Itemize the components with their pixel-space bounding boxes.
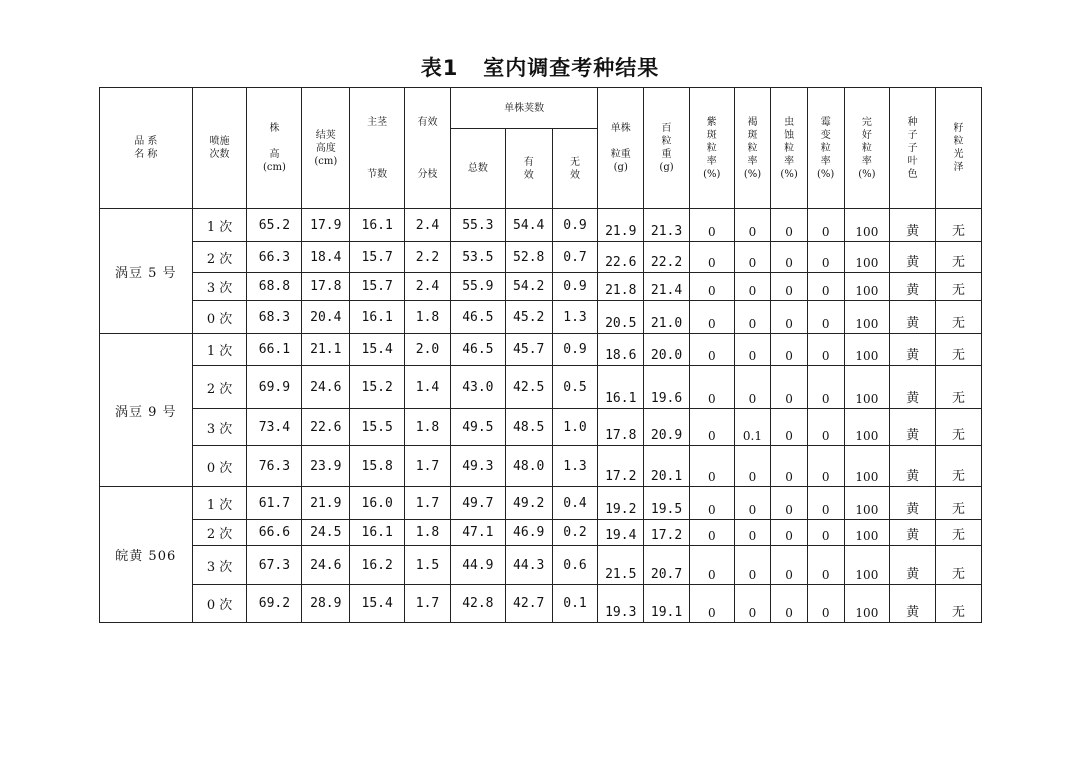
cell-mold-rate: 0 bbox=[807, 334, 844, 366]
cell-plant-height: 68.3 bbox=[247, 301, 302, 334]
cell-insect-damage-rate: 0 bbox=[771, 366, 808, 409]
cell-seed-weight: 21.9 bbox=[598, 209, 644, 242]
cell-pods-invalid: 0.5 bbox=[552, 366, 598, 409]
cell-pods-total: 49.3 bbox=[450, 446, 505, 487]
cell-pod-height: 22.6 bbox=[302, 409, 350, 446]
cell-pods-total: 42.8 bbox=[450, 585, 505, 623]
cell-intact-rate: 100 bbox=[844, 520, 890, 546]
cell-spray-times: 2 次 bbox=[192, 520, 247, 546]
cell-cotyledon-color: 黄 bbox=[890, 301, 936, 334]
cell-pod-height: 21.9 bbox=[302, 487, 350, 520]
cell-insect-damage-rate: 0 bbox=[771, 520, 808, 546]
cell-pods-total: 46.5 bbox=[450, 334, 505, 366]
cell-seed-gloss: 无 bbox=[936, 546, 982, 585]
table-row bbox=[100, 546, 982, 585]
cell-cotyledon-color: 黄 bbox=[890, 334, 936, 366]
cell-intact-rate: 100 bbox=[844, 301, 890, 334]
cell-seed-gloss: 无 bbox=[936, 366, 982, 409]
cell-cotyledon-color: 黄 bbox=[890, 242, 936, 273]
cell-effective-branches: 1.5 bbox=[405, 546, 451, 585]
cell-insect-damage-rate: 0 bbox=[771, 585, 808, 623]
cell-purple-spot-rate: 0 bbox=[689, 242, 734, 273]
cell-seed-weight: 16.1 bbox=[598, 366, 644, 409]
cell-plant-height: 76.3 bbox=[247, 446, 302, 487]
cell-main-stem-nodes: 16.1 bbox=[350, 301, 405, 334]
cell-intact-rate: 100 bbox=[844, 334, 890, 366]
variety-name: 涡豆 9 号 bbox=[100, 334, 193, 487]
cell-pod-height: 23.9 bbox=[302, 446, 350, 487]
cell-pods-valid: 44.3 bbox=[505, 546, 552, 585]
cell-insect-damage-rate: 0 bbox=[771, 209, 808, 242]
header-effective-branches: 有效 分枝 bbox=[405, 88, 451, 209]
cell-brown-spot-rate: 0 bbox=[734, 242, 771, 273]
cell-pods-valid: 42.5 bbox=[505, 366, 552, 409]
cell-purple-spot-rate: 0 bbox=[689, 585, 734, 623]
table-row bbox=[100, 334, 982, 366]
cell-effective-branches: 1.7 bbox=[405, 487, 451, 520]
table-row bbox=[100, 242, 982, 273]
cell-intact-rate: 100 bbox=[844, 209, 890, 242]
cell-hundred-seed-weight: 21.0 bbox=[644, 301, 690, 334]
cell-plant-height: 69.9 bbox=[247, 366, 302, 409]
cell-hundred-seed-weight: 20.9 bbox=[644, 409, 690, 446]
cell-effective-branches: 2.4 bbox=[405, 273, 451, 301]
header-main-stem-nodes: 主茎 节数 bbox=[350, 88, 405, 209]
header-insect-damage-rate: 虫 蚀 粒 率 (%) bbox=[771, 88, 808, 209]
cell-seed-gloss: 无 bbox=[936, 242, 982, 273]
cell-pods-valid: 45.7 bbox=[505, 334, 552, 366]
cell-spray-times: 0 次 bbox=[192, 585, 247, 623]
cell-main-stem-nodes: 15.5 bbox=[350, 409, 405, 446]
table-body bbox=[100, 209, 982, 623]
cell-main-stem-nodes: 16.1 bbox=[350, 209, 405, 242]
cell-cotyledon-color: 黄 bbox=[890, 446, 936, 487]
table-header bbox=[100, 88, 982, 209]
header-pods-invalid: 无 效 bbox=[552, 129, 598, 209]
cell-purple-spot-rate: 0 bbox=[689, 273, 734, 301]
cell-cotyledon-color: 黄 bbox=[890, 409, 936, 446]
cell-intact-rate: 100 bbox=[844, 546, 890, 585]
cell-spray-times: 3 次 bbox=[192, 409, 247, 446]
cell-seed-gloss: 无 bbox=[936, 446, 982, 487]
cell-seed-weight: 18.6 bbox=[598, 334, 644, 366]
cell-cotyledon-color: 黄 bbox=[890, 546, 936, 585]
cell-purple-spot-rate: 0 bbox=[689, 487, 734, 520]
table-row bbox=[100, 273, 982, 301]
cell-pods-valid: 48.5 bbox=[505, 409, 552, 446]
header-mold-rate: 霉 变 粒 率 (%) bbox=[807, 88, 844, 209]
cell-effective-branches: 1.7 bbox=[405, 446, 451, 487]
cell-insect-damage-rate: 0 bbox=[771, 487, 808, 520]
cell-pods-valid: 46.9 bbox=[505, 520, 552, 546]
cell-hundred-seed-weight: 20.0 bbox=[644, 334, 690, 366]
cell-brown-spot-rate: 0 bbox=[734, 585, 771, 623]
cell-pods-invalid: 1.0 bbox=[552, 409, 598, 446]
cell-spray-times: 0 次 bbox=[192, 301, 247, 334]
cell-pods-total: 46.5 bbox=[450, 301, 505, 334]
cell-hundred-seed-weight: 19.5 bbox=[644, 487, 690, 520]
cell-effective-branches: 1.7 bbox=[405, 585, 451, 623]
cell-spray-times: 3 次 bbox=[192, 546, 247, 585]
cell-plant-height: 65.2 bbox=[247, 209, 302, 242]
cell-intact-rate: 100 bbox=[844, 273, 890, 301]
cell-purple-spot-rate: 0 bbox=[689, 366, 734, 409]
cell-effective-branches: 1.8 bbox=[405, 520, 451, 546]
cell-brown-spot-rate: 0.1 bbox=[734, 409, 771, 446]
cell-purple-spot-rate: 0 bbox=[689, 446, 734, 487]
cell-insect-damage-rate: 0 bbox=[771, 301, 808, 334]
cell-seed-weight: 21.8 bbox=[598, 273, 644, 301]
cell-hundred-seed-weight: 20.1 bbox=[644, 446, 690, 487]
cell-pods-valid: 49.2 bbox=[505, 487, 552, 520]
header-seed-gloss: 籽 粒 光 泽 bbox=[936, 88, 982, 209]
table-row bbox=[100, 520, 982, 546]
variety-name: 皖黄 506 bbox=[100, 487, 193, 623]
table-row bbox=[100, 409, 982, 446]
cell-main-stem-nodes: 15.2 bbox=[350, 366, 405, 409]
header-pods-total: 总数 bbox=[450, 129, 505, 209]
cell-main-stem-nodes: 15.4 bbox=[350, 585, 405, 623]
cell-insect-damage-rate: 0 bbox=[771, 446, 808, 487]
cell-purple-spot-rate: 0 bbox=[689, 209, 734, 242]
cell-pods-invalid: 0.7 bbox=[552, 242, 598, 273]
cell-insect-damage-rate: 0 bbox=[771, 242, 808, 273]
cell-pod-height: 20.4 bbox=[302, 301, 350, 334]
cell-hundred-seed-weight: 17.2 bbox=[644, 520, 690, 546]
cell-pods-valid: 45.2 bbox=[505, 301, 552, 334]
header-purple-spot-rate: 紫 斑 粒 率 (%) bbox=[689, 88, 734, 209]
cell-intact-rate: 100 bbox=[844, 446, 890, 487]
cell-seed-weight: 19.3 bbox=[598, 585, 644, 623]
cell-mold-rate: 0 bbox=[807, 242, 844, 273]
cell-seed-gloss: 无 bbox=[936, 520, 982, 546]
cell-mold-rate: 0 bbox=[807, 487, 844, 520]
cell-seed-weight: 17.8 bbox=[598, 409, 644, 446]
cell-pod-height: 24.6 bbox=[302, 366, 350, 409]
cell-seed-gloss: 无 bbox=[936, 487, 982, 520]
cell-cotyledon-color: 黄 bbox=[890, 366, 936, 409]
cell-seed-gloss: 无 bbox=[936, 334, 982, 366]
cell-spray-times: 1 次 bbox=[192, 487, 247, 520]
table-row bbox=[100, 446, 982, 487]
cell-seed-weight: 19.4 bbox=[598, 520, 644, 546]
cell-brown-spot-rate: 0 bbox=[734, 487, 771, 520]
cell-purple-spot-rate: 0 bbox=[689, 334, 734, 366]
cell-cotyledon-color: 黄 bbox=[890, 585, 936, 623]
variety-name: 涡豆 5 号 bbox=[100, 209, 193, 334]
cell-effective-branches: 2.4 bbox=[405, 209, 451, 242]
cell-pod-height: 18.4 bbox=[302, 242, 350, 273]
cell-mold-rate: 0 bbox=[807, 209, 844, 242]
cell-intact-rate: 100 bbox=[844, 366, 890, 409]
table-row bbox=[100, 366, 982, 409]
header-seed-weight-per-plant: 单株 粒重 (g) bbox=[598, 88, 644, 209]
cell-purple-spot-rate: 0 bbox=[689, 546, 734, 585]
cell-effective-branches: 2.0 bbox=[405, 334, 451, 366]
cell-brown-spot-rate: 0 bbox=[734, 446, 771, 487]
cell-pods-invalid: 0.9 bbox=[552, 334, 598, 366]
table-title: 表1 室内调查考种结果 bbox=[420, 56, 660, 80]
cell-pods-invalid: 0.1 bbox=[552, 585, 598, 623]
cell-brown-spot-rate: 0 bbox=[734, 209, 771, 242]
cell-plant-height: 73.4 bbox=[247, 409, 302, 446]
cell-purple-spot-rate: 0 bbox=[689, 301, 734, 334]
cell-main-stem-nodes: 16.0 bbox=[350, 487, 405, 520]
cell-mold-rate: 0 bbox=[807, 366, 844, 409]
cell-hundred-seed-weight: 19.6 bbox=[644, 366, 690, 409]
cell-plant-height: 66.3 bbox=[247, 242, 302, 273]
cell-pods-total: 53.5 bbox=[450, 242, 505, 273]
cell-intact-rate: 100 bbox=[844, 409, 890, 446]
cell-spray-times: 1 次 bbox=[192, 209, 247, 242]
cell-main-stem-nodes: 16.1 bbox=[350, 520, 405, 546]
cell-pods-valid: 48.0 bbox=[505, 446, 552, 487]
cell-main-stem-nodes: 15.8 bbox=[350, 446, 405, 487]
cell-mold-rate: 0 bbox=[807, 446, 844, 487]
cell-pods-total: 49.7 bbox=[450, 487, 505, 520]
cell-brown-spot-rate: 0 bbox=[734, 273, 771, 301]
cell-pods-total: 44.9 bbox=[450, 546, 505, 585]
cell-effective-branches: 1.8 bbox=[405, 409, 451, 446]
cell-pods-invalid: 0.9 bbox=[552, 209, 598, 242]
header-pods-valid: 有 效 bbox=[505, 129, 552, 209]
cell-intact-rate: 100 bbox=[844, 487, 890, 520]
cell-insect-damage-rate: 0 bbox=[771, 546, 808, 585]
cell-pods-total: 49.5 bbox=[450, 409, 505, 446]
cell-mold-rate: 0 bbox=[807, 546, 844, 585]
cell-hundred-seed-weight: 21.4 bbox=[644, 273, 690, 301]
cell-purple-spot-rate: 0 bbox=[689, 520, 734, 546]
cell-effective-branches: 1.8 bbox=[405, 301, 451, 334]
header-brown-spot-rate: 褐 斑 粒 率 (%) bbox=[734, 88, 771, 209]
cell-pods-invalid: 1.3 bbox=[552, 301, 598, 334]
cell-pods-total: 55.9 bbox=[450, 273, 505, 301]
header-hundred-seed-weight: 百 粒 重 (g) bbox=[644, 88, 690, 209]
cell-pod-height: 17.8 bbox=[302, 273, 350, 301]
cell-seed-weight: 22.6 bbox=[598, 242, 644, 273]
cell-seed-gloss: 无 bbox=[936, 301, 982, 334]
cell-spray-times: 2 次 bbox=[192, 242, 247, 273]
cell-plant-height: 69.2 bbox=[247, 585, 302, 623]
cell-pod-height: 24.6 bbox=[302, 546, 350, 585]
cell-seed-weight: 21.5 bbox=[598, 546, 644, 585]
cell-hundred-seed-weight: 21.3 bbox=[644, 209, 690, 242]
cell-cotyledon-color: 黄 bbox=[890, 209, 936, 242]
cell-pods-valid: 52.8 bbox=[505, 242, 552, 273]
cell-pod-height: 21.1 bbox=[302, 334, 350, 366]
cell-purple-spot-rate: 0 bbox=[689, 409, 734, 446]
cell-intact-rate: 100 bbox=[844, 242, 890, 273]
cell-pods-valid: 54.4 bbox=[505, 209, 552, 242]
header-intact-rate: 完 好 粒 率 (%) bbox=[844, 88, 890, 209]
cell-pods-invalid: 0.2 bbox=[552, 520, 598, 546]
cell-spray-times: 3 次 bbox=[192, 273, 247, 301]
cell-pod-height: 17.9 bbox=[302, 209, 350, 242]
cell-seed-gloss: 无 bbox=[936, 409, 982, 446]
cell-plant-height: 67.3 bbox=[247, 546, 302, 585]
cell-insect-damage-rate: 0 bbox=[771, 273, 808, 301]
header-cotyledon-color: 种 子 子 叶 色 bbox=[890, 88, 936, 209]
cell-pods-invalid: 0.9 bbox=[552, 273, 598, 301]
cell-mold-rate: 0 bbox=[807, 520, 844, 546]
cell-seed-gloss: 无 bbox=[936, 273, 982, 301]
cell-cotyledon-color: 黄 bbox=[890, 487, 936, 520]
cell-mold-rate: 0 bbox=[807, 273, 844, 301]
cell-main-stem-nodes: 16.2 bbox=[350, 546, 405, 585]
cell-plant-height: 61.7 bbox=[247, 487, 302, 520]
cell-pods-valid: 42.7 bbox=[505, 585, 552, 623]
cell-seed-weight: 20.5 bbox=[598, 301, 644, 334]
survey-results-table bbox=[99, 87, 982, 623]
cell-main-stem-nodes: 15.4 bbox=[350, 334, 405, 366]
cell-pods-total: 55.3 bbox=[450, 209, 505, 242]
cell-spray-times: 2 次 bbox=[192, 366, 247, 409]
cell-main-stem-nodes: 15.7 bbox=[350, 273, 405, 301]
cell-mold-rate: 0 bbox=[807, 409, 844, 446]
cell-hundred-seed-weight: 20.7 bbox=[644, 546, 690, 585]
cell-insect-damage-rate: 0 bbox=[771, 334, 808, 366]
cell-brown-spot-rate: 0 bbox=[734, 301, 771, 334]
table-row bbox=[100, 301, 982, 334]
cell-brown-spot-rate: 0 bbox=[734, 334, 771, 366]
cell-pods-invalid: 0.4 bbox=[552, 487, 598, 520]
cell-pods-total: 43.0 bbox=[450, 366, 505, 409]
cell-mold-rate: 0 bbox=[807, 301, 844, 334]
cell-main-stem-nodes: 15.7 bbox=[350, 242, 405, 273]
cell-cotyledon-color: 黄 bbox=[890, 273, 936, 301]
table-row bbox=[100, 209, 982, 242]
cell-spray-times: 1 次 bbox=[192, 334, 247, 366]
header-pods-per-plant: 单株荚数 bbox=[450, 88, 598, 129]
header-spray-times: 喷施 次数 bbox=[192, 88, 247, 209]
cell-pod-height: 24.5 bbox=[302, 520, 350, 546]
cell-seed-gloss: 无 bbox=[936, 209, 982, 242]
cell-brown-spot-rate: 0 bbox=[734, 520, 771, 546]
cell-pods-invalid: 1.3 bbox=[552, 446, 598, 487]
cell-pods-valid: 54.2 bbox=[505, 273, 552, 301]
cell-effective-branches: 2.2 bbox=[405, 242, 451, 273]
header-plant-height: 株 高 (cm) bbox=[247, 88, 302, 209]
cell-seed-weight: 17.2 bbox=[598, 446, 644, 487]
cell-pod-height: 28.9 bbox=[302, 585, 350, 623]
header-variety: 品 系 名 称 bbox=[100, 88, 193, 209]
cell-effective-branches: 1.4 bbox=[405, 366, 451, 409]
cell-seed-gloss: 无 bbox=[936, 585, 982, 623]
cell-hundred-seed-weight: 19.1 bbox=[644, 585, 690, 623]
cell-cotyledon-color: 黄 bbox=[890, 520, 936, 546]
table-row bbox=[100, 585, 982, 623]
cell-pods-total: 47.1 bbox=[450, 520, 505, 546]
table-row bbox=[100, 487, 982, 520]
cell-intact-rate: 100 bbox=[844, 585, 890, 623]
cell-brown-spot-rate: 0 bbox=[734, 546, 771, 585]
cell-mold-rate: 0 bbox=[807, 585, 844, 623]
cell-plant-height: 68.8 bbox=[247, 273, 302, 301]
cell-spray-times: 0 次 bbox=[192, 446, 247, 487]
cell-brown-spot-rate: 0 bbox=[734, 366, 771, 409]
header-pod-height: 结荚 高度 (cm) bbox=[302, 88, 350, 209]
cell-plant-height: 66.1 bbox=[247, 334, 302, 366]
cell-plant-height: 66.6 bbox=[247, 520, 302, 546]
cell-hundred-seed-weight: 22.2 bbox=[644, 242, 690, 273]
cell-pods-invalid: 0.6 bbox=[552, 546, 598, 585]
cell-insect-damage-rate: 0 bbox=[771, 409, 808, 446]
cell-seed-weight: 19.2 bbox=[598, 487, 644, 520]
